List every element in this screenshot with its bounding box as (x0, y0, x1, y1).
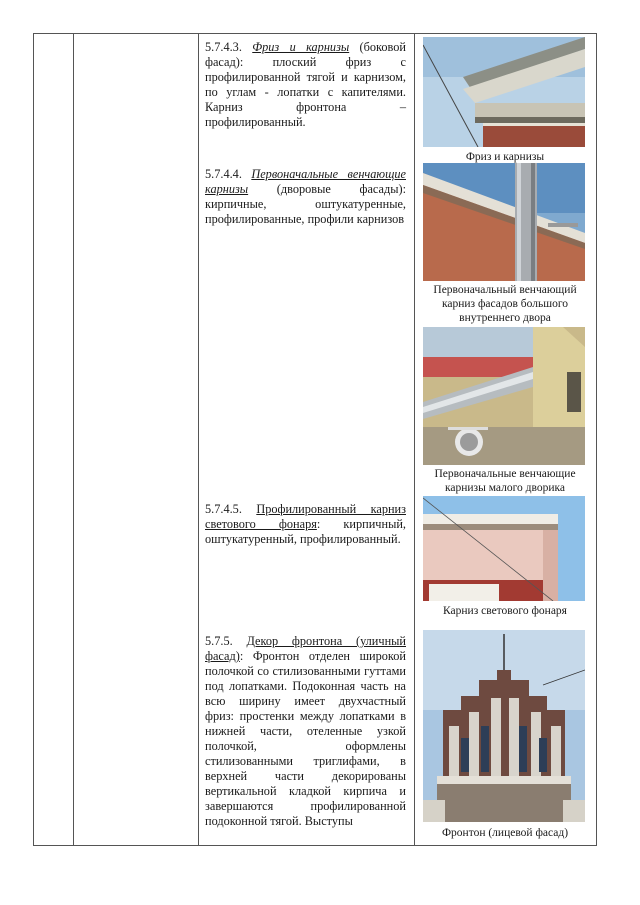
table-column-divider (73, 33, 74, 845)
photo-caption: Фронтон (лицевой фасад) (441, 827, 569, 839)
table-border-top (33, 33, 597, 34)
section-title: Профилированный карниз светового фонаря (205, 502, 406, 531)
section-body: (дворовые фасады): кирпичные, оштукатуренные, профилированные, профили карнизов (205, 182, 406, 226)
section-5-7-4-5 (205, 502, 406, 547)
section-body: (боковой фасад): плоский фриз с профилированной тягой и карнизом, по углам - лопатки с капителями. Карниз фронтона – профилированный. (205, 40, 407, 129)
section-title: Первоначальные венчающие карнизы (205, 167, 406, 196)
small-yard-cornice-photo (423, 327, 585, 465)
table-column-divider (198, 33, 199, 845)
section-number: 5.7.4.4. (205, 167, 242, 181)
section-5-7-4-3 (205, 40, 406, 130)
section-number: 5.7.4.3. (205, 40, 242, 54)
table-border-bottom (33, 845, 597, 846)
photo-caption: Первоначальные венчающие карнизы малого дворика (434, 468, 576, 494)
photo-caption: Первоначальный венчающий карниз фасадов большого внутреннего двора (433, 284, 577, 324)
section-body: : Фронтон отделен широкой полочкой со стилизованными гуттами под лопатками. Подоконная часть на всю ширину имеет двухчастный фриз: простенки между лопатками в нижней части, отеленные узкой полочкой, оформлены стилизованными триглифами, в верхней части декорированы вертикальной кладкой кирпича и завершаются профилированной подоконной тягой. Выступы (205, 649, 406, 828)
photo-caption: Фриз и карнизы (465, 151, 545, 163)
courtyard-cornice-photo (423, 163, 585, 281)
section-title: Фриз и карнизы (252, 40, 350, 54)
section-body: : кирпичный, оштукатуренный, профилированный. (205, 517, 406, 546)
section-5-7-5 (205, 634, 406, 829)
section-number: 5.7.4.5. (205, 502, 242, 516)
table-border-right (596, 33, 597, 845)
frieze-cornice-photo (423, 37, 585, 147)
section-title: Декор фронтона (уличный фасад) (205, 634, 406, 663)
table-border-left (33, 33, 34, 845)
pediment-photo (423, 630, 585, 822)
section-number: 5.7.5. (205, 634, 233, 648)
table-column-divider (414, 33, 415, 845)
skylight-cornice-photo (423, 496, 585, 601)
section-5-7-4-4 (205, 167, 406, 227)
photo-caption: Карниз светового фонаря (443, 605, 567, 617)
